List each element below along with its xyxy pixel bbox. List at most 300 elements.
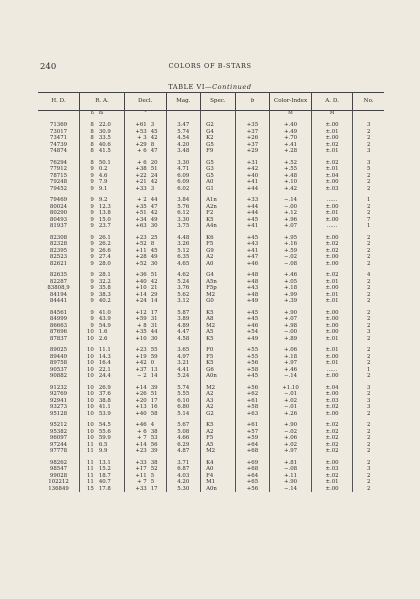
col-ad: A. D.	[311, 93, 353, 111]
cell-mag: 6.09	[166, 173, 201, 180]
col-no: No.	[353, 93, 384, 111]
cell-ra-m: 22.0	[98, 122, 111, 128]
cell-spec: F0	[201, 347, 236, 354]
cell-ad: ±.03	[311, 186, 353, 193]
cell-b: +41	[235, 223, 270, 230]
cell-decl-d: − 2	[124, 373, 148, 380]
cell-hd: 95128	[49, 410, 68, 417]
cell-color-index: +.98	[270, 323, 312, 330]
cell-mag: 5.74	[166, 385, 201, 392]
cell-color-index: +.40	[270, 122, 312, 129]
cell-hd: 96097	[49, 435, 68, 441]
cell-mag: 6.80	[166, 404, 201, 411]
cell-decl-m: 39	[150, 384, 158, 391]
cell-mag: 6.12	[166, 210, 201, 217]
cell-b: +69	[235, 460, 270, 467]
page-number: 240	[40, 62, 57, 72]
cell-color-index: +.02	[270, 398, 312, 405]
cell-hd: 92941	[49, 397, 68, 404]
cell-hd: 82523	[49, 254, 68, 260]
cell-b: +49	[235, 336, 270, 343]
cell-ra-h: 10	[80, 429, 97, 436]
cell-color-index: +.52	[270, 160, 312, 167]
cell-decl-m: 14	[150, 373, 158, 379]
cell-spec: G4	[201, 272, 236, 279]
cell-decl-d: + 6	[124, 429, 148, 436]
cell-ra-h: 9	[80, 186, 97, 193]
cell-b: +56	[235, 385, 270, 392]
cell-b: +45	[235, 310, 270, 317]
cell-ra-m: 41.5	[98, 148, 111, 154]
cell-hd: 80493	[49, 216, 68, 223]
table-row	[38, 241, 384, 248]
cell-ra-m: 26.9	[98, 384, 111, 391]
cell-ad: ±.00	[311, 235, 353, 242]
cell-ra-m: 53.9	[98, 410, 111, 417]
table-body	[38, 111, 384, 493]
cell-decl-d: +59	[124, 316, 148, 323]
cell-ra-h: 8	[80, 160, 97, 167]
cell-ra-h: 9	[80, 210, 97, 217]
cell-b: +64	[235, 442, 270, 449]
cell-no: 3	[353, 160, 384, 167]
cell-b: +56	[235, 360, 270, 367]
cell-no: 2	[353, 248, 384, 255]
running-title: COLORS OF B-STARS	[168, 62, 252, 70]
cell-ad: ±.01	[311, 166, 353, 173]
cell-hd: 99028	[49, 472, 68, 479]
cell-no: 1	[353, 367, 384, 374]
cell-ra-m: 41.0	[98, 309, 111, 316]
cell-ad: ±.02	[311, 435, 353, 442]
cell-ra-m: 11.1	[98, 347, 111, 353]
cell-no: 2	[353, 285, 384, 292]
cell-ad: ±.00	[311, 285, 353, 292]
cell-b: +58	[235, 367, 270, 374]
table-row	[38, 391, 384, 398]
cell-ad: ±.01	[311, 292, 353, 299]
cell-b: +68	[235, 448, 270, 455]
cell-ra-m: 13.8	[98, 210, 111, 216]
cell-ra-h: 9	[80, 248, 97, 255]
cell-no: 3	[353, 466, 384, 473]
cell-decl-d: +42	[124, 360, 148, 367]
cell-ra-h: 9	[80, 316, 97, 323]
cell-ad: ±.00	[311, 179, 353, 186]
cell-ra-m: 14.3	[98, 353, 111, 360]
cell-decl-m: 49	[150, 254, 158, 260]
cell-hd: 82395	[49, 247, 68, 254]
cell-ra-m: 9.2	[98, 197, 108, 203]
cell-decl-d: +17	[124, 466, 148, 473]
cell-decl-m: 42	[150, 210, 158, 216]
cell-mag: 4.97	[166, 354, 201, 361]
cell-ra-h: 8	[80, 129, 97, 136]
cell-decl-m: 49	[150, 216, 158, 223]
cell-decl-m: 44	[150, 197, 158, 203]
cell-color-index: −.14	[270, 373, 312, 380]
cell-ra-h: 10	[80, 336, 97, 343]
cell-spec: A2	[201, 429, 236, 436]
cell-decl-d: +14	[124, 385, 148, 392]
table-row	[38, 135, 384, 142]
cell-ad: ±.03	[311, 398, 353, 405]
cell-hd: 95382	[49, 428, 68, 435]
cell-color-index: −.01	[270, 391, 312, 398]
cell-decl-m: 3	[150, 185, 155, 192]
cell-b: +48	[235, 292, 270, 299]
cell-mag: 6.09	[166, 179, 201, 186]
cell-spec: A1n	[201, 197, 236, 204]
cell-ad: ±.00	[311, 261, 353, 268]
cell-b: +61	[235, 422, 270, 429]
cell-no: 2	[353, 486, 384, 493]
cell-spec: F5	[201, 435, 236, 442]
cell-decl-d: +37	[124, 367, 148, 374]
table-row	[38, 336, 384, 343]
cell-color-index: +.42	[270, 186, 312, 193]
cell-decl-m: 29	[150, 291, 158, 298]
cell-ad: ±.02	[311, 272, 353, 279]
cell-b: +43	[235, 241, 270, 248]
cell-decl-m: 5	[150, 472, 155, 479]
cell-no: 2	[353, 298, 384, 305]
cell-mag: 5.12	[166, 248, 201, 255]
cell-no: 2	[353, 354, 384, 361]
cell-decl-d: +52	[124, 261, 148, 268]
cell-ra-h: 11	[80, 466, 97, 473]
cell-color-index: +1.10	[270, 385, 312, 392]
cell-hd: 84561	[49, 309, 68, 316]
cell-ad: ±.00	[311, 310, 353, 317]
cell-no: 2	[353, 429, 384, 436]
table-row	[38, 373, 384, 380]
cell-ad: ±.00	[311, 204, 353, 211]
cell-b: +43	[235, 285, 270, 292]
cell-decl-d: +13	[124, 404, 148, 411]
unit-ra-h: h	[80, 111, 97, 118]
cell-color-index: −.14	[270, 197, 312, 204]
cell-decl-m: 17	[150, 485, 158, 492]
cell-ra-m: 59.9	[98, 435, 111, 441]
cell-decl-m: 8	[150, 141, 155, 148]
cell-mag: 4.47	[166, 329, 201, 336]
cell-decl-d: +46	[124, 422, 148, 429]
cell-spec: A2	[201, 254, 236, 261]
cell-hd: 90882	[49, 373, 68, 379]
cell-hd: 74874	[49, 148, 68, 154]
cell-ad: ±.00	[311, 217, 353, 224]
cell-ad: ±.00	[311, 135, 353, 142]
cell-color-index: +.26	[270, 411, 312, 418]
cell-hd: 82621	[49, 260, 68, 267]
cell-decl-m: 53	[150, 435, 158, 441]
cell-decl-m: 24	[150, 172, 158, 179]
cell-spec: K5	[201, 360, 236, 367]
cell-ra-h: 11	[80, 460, 97, 467]
cell-ad: ±.00	[311, 486, 353, 493]
cell-b: +54	[235, 329, 270, 336]
cell-ad: ±.00	[311, 254, 353, 261]
cell-ra-m: 26.6	[98, 247, 111, 254]
cell-decl-m: 20	[150, 159, 158, 166]
cell-hd: 89025	[49, 347, 68, 353]
cell-spec: A2	[201, 404, 236, 411]
cell-decl-d: +11	[124, 248, 148, 255]
cell-decl-d: +12	[124, 310, 148, 317]
cell-decl-d: + 7	[124, 479, 148, 486]
cell-no: 3	[353, 404, 384, 411]
cell-decl-m: 0	[150, 360, 155, 366]
cell-spec: A0n	[201, 373, 236, 380]
col-spec: Spec.	[201, 93, 236, 111]
cell-ad: ±.00	[311, 373, 353, 380]
cell-color-index: +.02	[270, 442, 312, 449]
cell-ad: ±.00	[311, 411, 353, 418]
cell-color-index: −.00	[270, 329, 312, 336]
cell-ad: ±.02	[311, 404, 353, 411]
cell-spec: A0	[201, 466, 236, 473]
cell-color-index: −.08	[270, 466, 312, 473]
cell-spec: M2	[201, 385, 236, 392]
cell-hd: 87696	[49, 329, 68, 335]
unit-ci: M	[270, 111, 312, 118]
table-row	[38, 486, 384, 493]
cell-mag: 4.58	[166, 336, 201, 343]
cell-decl-d: +40	[124, 279, 148, 286]
cell-hd: 91232	[49, 384, 68, 391]
cell-spec: A0	[201, 261, 236, 268]
cell-ra-m: 43.9	[98, 316, 111, 322]
cell-mag: 4.87	[166, 448, 201, 455]
cell-spec: A3	[201, 398, 236, 405]
cell-ra-m: 54.9	[98, 322, 111, 329]
cell-color-index: +.96	[270, 217, 312, 224]
cell-decl-m: 16	[150, 404, 158, 410]
cell-ra-h: 10	[80, 329, 97, 336]
cell-mag: 6.29	[166, 442, 201, 449]
cell-ra-h: 9	[80, 261, 97, 268]
table-row	[38, 272, 384, 279]
table-row	[38, 261, 384, 268]
cell-spec: A2	[201, 391, 236, 398]
table-row	[38, 186, 384, 193]
cell-mag: 5.55	[166, 391, 201, 398]
cell-ra-m: 2.6	[98, 335, 108, 342]
table-row	[38, 360, 384, 367]
cell-decl-d: + 7	[124, 435, 148, 442]
cell-mag: 4.89	[166, 323, 201, 330]
cell-spec: G2	[201, 411, 236, 418]
cell-ra-h: 8	[80, 122, 97, 129]
cell-decl-m: 14	[150, 298, 158, 304]
cell-color-index: +.11	[270, 473, 312, 480]
cell-decl-d: +23	[124, 347, 148, 354]
cell-mag: 3.71	[166, 460, 201, 467]
col-mag: Mag.	[166, 93, 201, 111]
cell-decl-d: +33	[124, 186, 148, 193]
cell-decl-d: +19	[124, 354, 148, 361]
cell-ad: ±.01	[311, 210, 353, 217]
cell-ra-h: 10	[80, 373, 97, 380]
cell-ad: ±.04	[311, 385, 353, 392]
cell-spec: G5	[201, 160, 236, 167]
cell-spec: A0n	[201, 486, 236, 493]
cell-ad: ±.02	[311, 442, 353, 449]
cell-mag: 5.24	[166, 373, 201, 380]
cell-decl-m: 59	[150, 353, 158, 360]
cell-color-index: +.16	[270, 241, 312, 248]
cell-ad: ±.02	[311, 241, 353, 248]
unit-ra-m: m	[98, 111, 104, 116]
cell-ra-m: 12.3	[98, 203, 111, 210]
cell-decl-d: +28	[124, 254, 148, 261]
cell-ad: ±.02	[311, 422, 353, 429]
cell-decl-d: +21	[124, 179, 148, 186]
cell-mag: 5.08	[166, 429, 201, 436]
cell-mag: 5.67	[166, 422, 201, 429]
cell-ra-h: 10	[80, 391, 97, 398]
cell-hd: 136849	[48, 485, 69, 492]
table-row	[38, 316, 384, 323]
cell-no: 4	[353, 272, 384, 279]
cell-decl-d: +61	[124, 122, 148, 129]
cell-color-index: +.90	[270, 479, 312, 486]
cell-hd: 87837	[49, 335, 68, 342]
cell-decl-m: 30	[150, 223, 158, 229]
cell-color-index: +.41	[270, 142, 312, 149]
cell-spec: M2	[201, 292, 236, 299]
cell-hd: 79469	[49, 197, 68, 203]
col-decl: Decl.	[124, 93, 166, 111]
cell-ra-m: 9.9	[98, 448, 108, 454]
cell-spec: G4	[201, 129, 236, 136]
cell-spec: G2	[201, 122, 236, 129]
cell-decl-d: + 2	[124, 197, 148, 204]
cell-b: +35	[235, 122, 270, 129]
cell-b: +44	[235, 186, 270, 193]
col-b: b	[235, 93, 270, 111]
cell-mag: 4.41	[166, 367, 201, 374]
cell-spec: K5	[201, 422, 236, 429]
cell-no: 2	[353, 254, 384, 261]
cell-no: 3	[353, 329, 384, 336]
cell-decl-m: 5	[150, 479, 155, 485]
cell-decl-m: 25	[150, 234, 158, 241]
cell-mag: 6.10	[166, 398, 201, 405]
cell-b: +48	[235, 272, 270, 279]
cell-decl-d: + 8	[124, 323, 148, 330]
cell-color-index: +.90	[270, 422, 312, 429]
col-ra: R. A.	[80, 93, 125, 111]
cell-b: +42	[235, 166, 270, 173]
cell-ra-m: 32.2	[98, 278, 111, 285]
table-row	[38, 411, 384, 418]
cell-decl-d: +33	[124, 460, 148, 467]
cell-b: +46	[235, 323, 270, 330]
cell-ad: ±.01	[311, 336, 353, 343]
star-color-table	[38, 92, 384, 492]
cell-no: 2	[353, 210, 384, 217]
cell-decl-m: 51	[150, 272, 158, 278]
cell-decl-m: 42	[150, 135, 158, 141]
cell-no: 2	[353, 442, 384, 449]
cell-ra-h: 10	[80, 367, 97, 374]
cell-hd: 82308	[49, 234, 68, 241]
cell-no: 2	[353, 460, 384, 467]
cell-decl-m: 45	[150, 247, 158, 254]
table-title-suffix: Continued	[212, 83, 252, 91]
cell-ra-h: 10	[80, 398, 97, 405]
cell-b: +48	[235, 279, 270, 286]
cell-spec: M2	[201, 323, 236, 330]
table-row	[38, 210, 384, 217]
cell-spec: A5	[201, 442, 236, 449]
cell-ra-h: 9	[80, 235, 97, 242]
cell-no: 7	[353, 217, 384, 224]
cell-ad: ±.01	[311, 298, 353, 305]
cell-color-index: +.46	[270, 367, 312, 374]
cell-ra-m: 40.6	[98, 141, 111, 148]
cell-spec: M1	[201, 479, 236, 486]
cell-b: +45	[235, 373, 270, 380]
cell-spec: A2n	[201, 204, 236, 211]
cell-mag: 3.75	[166, 223, 201, 230]
cell-ra-h: 9	[80, 173, 97, 180]
cell-ad: ±.01	[311, 148, 353, 155]
cell-ra-h: 9	[80, 254, 97, 261]
cell-hd: 97778	[49, 448, 68, 454]
cell-no: 3	[353, 122, 384, 129]
cell-color-index: +.07	[270, 223, 312, 230]
cell-decl-m: 13	[150, 366, 158, 373]
cell-mag: 3.65	[166, 347, 201, 354]
cell-decl-d: +34	[124, 217, 148, 224]
cell-color-index: +.05	[270, 279, 312, 286]
cell-decl-d: + 3	[124, 135, 148, 142]
cell-no: 2	[353, 391, 384, 398]
cell-mag: 5.76	[166, 204, 201, 211]
cell-no: 2	[353, 173, 384, 180]
cell-b: +68	[235, 466, 270, 473]
cell-no: 2	[353, 241, 384, 248]
cell-ad: ±.00	[311, 460, 353, 467]
cell-no: 2	[353, 347, 384, 354]
cell-no: 3	[353, 148, 384, 155]
cell-spec: A0	[201, 179, 236, 186]
cell-color-index: +.46	[270, 272, 312, 279]
cell-spec: M2	[201, 448, 236, 455]
cell-hd: 73017	[49, 128, 68, 135]
cell-no: 2	[353, 279, 384, 286]
cell-decl-m: 31	[150, 322, 158, 329]
cell-decl-m: 30	[150, 335, 158, 342]
page-header	[40, 62, 380, 74]
cell-decl-d: +29	[124, 142, 148, 149]
cell-decl-d: + 6	[124, 160, 148, 167]
cell-mag: 3.76	[166, 285, 201, 292]
cell-spec: G0	[201, 298, 236, 305]
cell-decl-m: 21	[150, 285, 158, 291]
cell-ra-h: 9	[80, 197, 97, 204]
cell-mag: 4.62	[166, 272, 201, 279]
cell-ra-m: 28.1	[98, 272, 111, 278]
cell-hd: 84999	[49, 316, 68, 322]
cell-b: +65	[235, 479, 270, 486]
cell-color-index: +.12	[270, 210, 312, 217]
col-color-index: Color-Index	[270, 93, 312, 111]
cell-ra-h: 9	[80, 285, 97, 292]
